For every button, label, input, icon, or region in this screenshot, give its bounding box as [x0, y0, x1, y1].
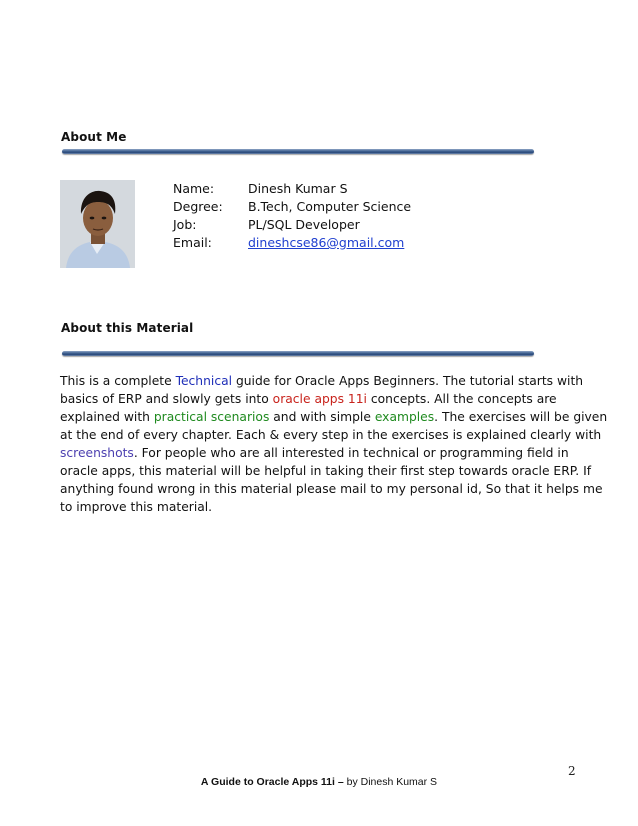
profile-label: Job:: [173, 217, 197, 232]
profile-value-job: PL/SQL Developer: [248, 217, 360, 232]
text-run: anything found wrong in this material please mail to my personal id, So that it helps me: [60, 482, 603, 496]
profile-details: [173, 180, 411, 252]
paragraph-line: [60, 462, 592, 480]
paragraph-line: [60, 408, 608, 426]
highlight-examples: examples: [374, 410, 435, 424]
about-me-heading: About Me: [61, 130, 127, 144]
footer-byline: by Dinesh Kumar S: [343, 776, 438, 788]
text-run: guide for Oracle Apps Beginners. The tutorial starts with: [232, 374, 584, 388]
paragraph-line: [60, 498, 580, 516]
profile-label: Email:: [173, 235, 212, 250]
profile-row-degree: [173, 198, 411, 216]
paragraph-line: [60, 444, 580, 462]
highlight-oracle-apps: oracle apps 11i: [272, 392, 367, 406]
profile-label: Degree:: [173, 199, 223, 214]
text-run: This is a complete: [60, 374, 176, 388]
portrait-photo-icon: [60, 180, 135, 268]
highlight-technical: Technical: [175, 374, 233, 388]
text-run: oracle apps, this material will be helpful in taking their first step towards oracle ERP. If: [60, 464, 592, 478]
profile-label: Name:: [173, 181, 215, 196]
about-material-divider: [62, 351, 534, 356]
paragraph-line: [60, 426, 602, 444]
footer-title: A Guide to Oracle Apps 11i –: [200, 776, 344, 788]
text-run: . The exercises will be given: [434, 410, 608, 424]
highlight-screenshots: screenshots: [60, 446, 134, 460]
profile-row-email: [173, 234, 411, 252]
about-material-heading: About this Material: [61, 321, 194, 335]
text-run: to improve this material.: [60, 500, 213, 514]
profile-value-name: Dinesh Kumar S: [248, 181, 348, 196]
profile-row-job: [173, 216, 411, 234]
paragraph-line: [60, 480, 603, 498]
about-me-divider: [62, 149, 534, 154]
text-run: explained with: [60, 410, 154, 424]
text-run: and with simple: [269, 410, 375, 424]
highlight-practical-scenarios: practical scenarios: [153, 410, 270, 424]
paragraph-line: [60, 390, 580, 408]
material-paragraph: [60, 372, 608, 516]
page-number: 2: [568, 764, 576, 778]
text-run: basics of ERP and slowly gets into: [60, 392, 273, 406]
text-run: concepts. All the concepts are: [366, 392, 557, 406]
page-footer: [0, 776, 638, 788]
paragraph-line: [60, 372, 584, 390]
profile-value-degree: B.Tech, Computer Science: [248, 199, 412, 214]
profile-row-name: [173, 180, 411, 198]
text-run: at the end of every chapter. Each & every step in the exercises is explained clearly with: [60, 428, 602, 442]
email-link[interactable]: dineshcse86@gmail.com: [248, 235, 405, 250]
profile-photo: [60, 180, 135, 268]
text-run: . For people who are all interested in technical or programming field in: [133, 446, 569, 460]
